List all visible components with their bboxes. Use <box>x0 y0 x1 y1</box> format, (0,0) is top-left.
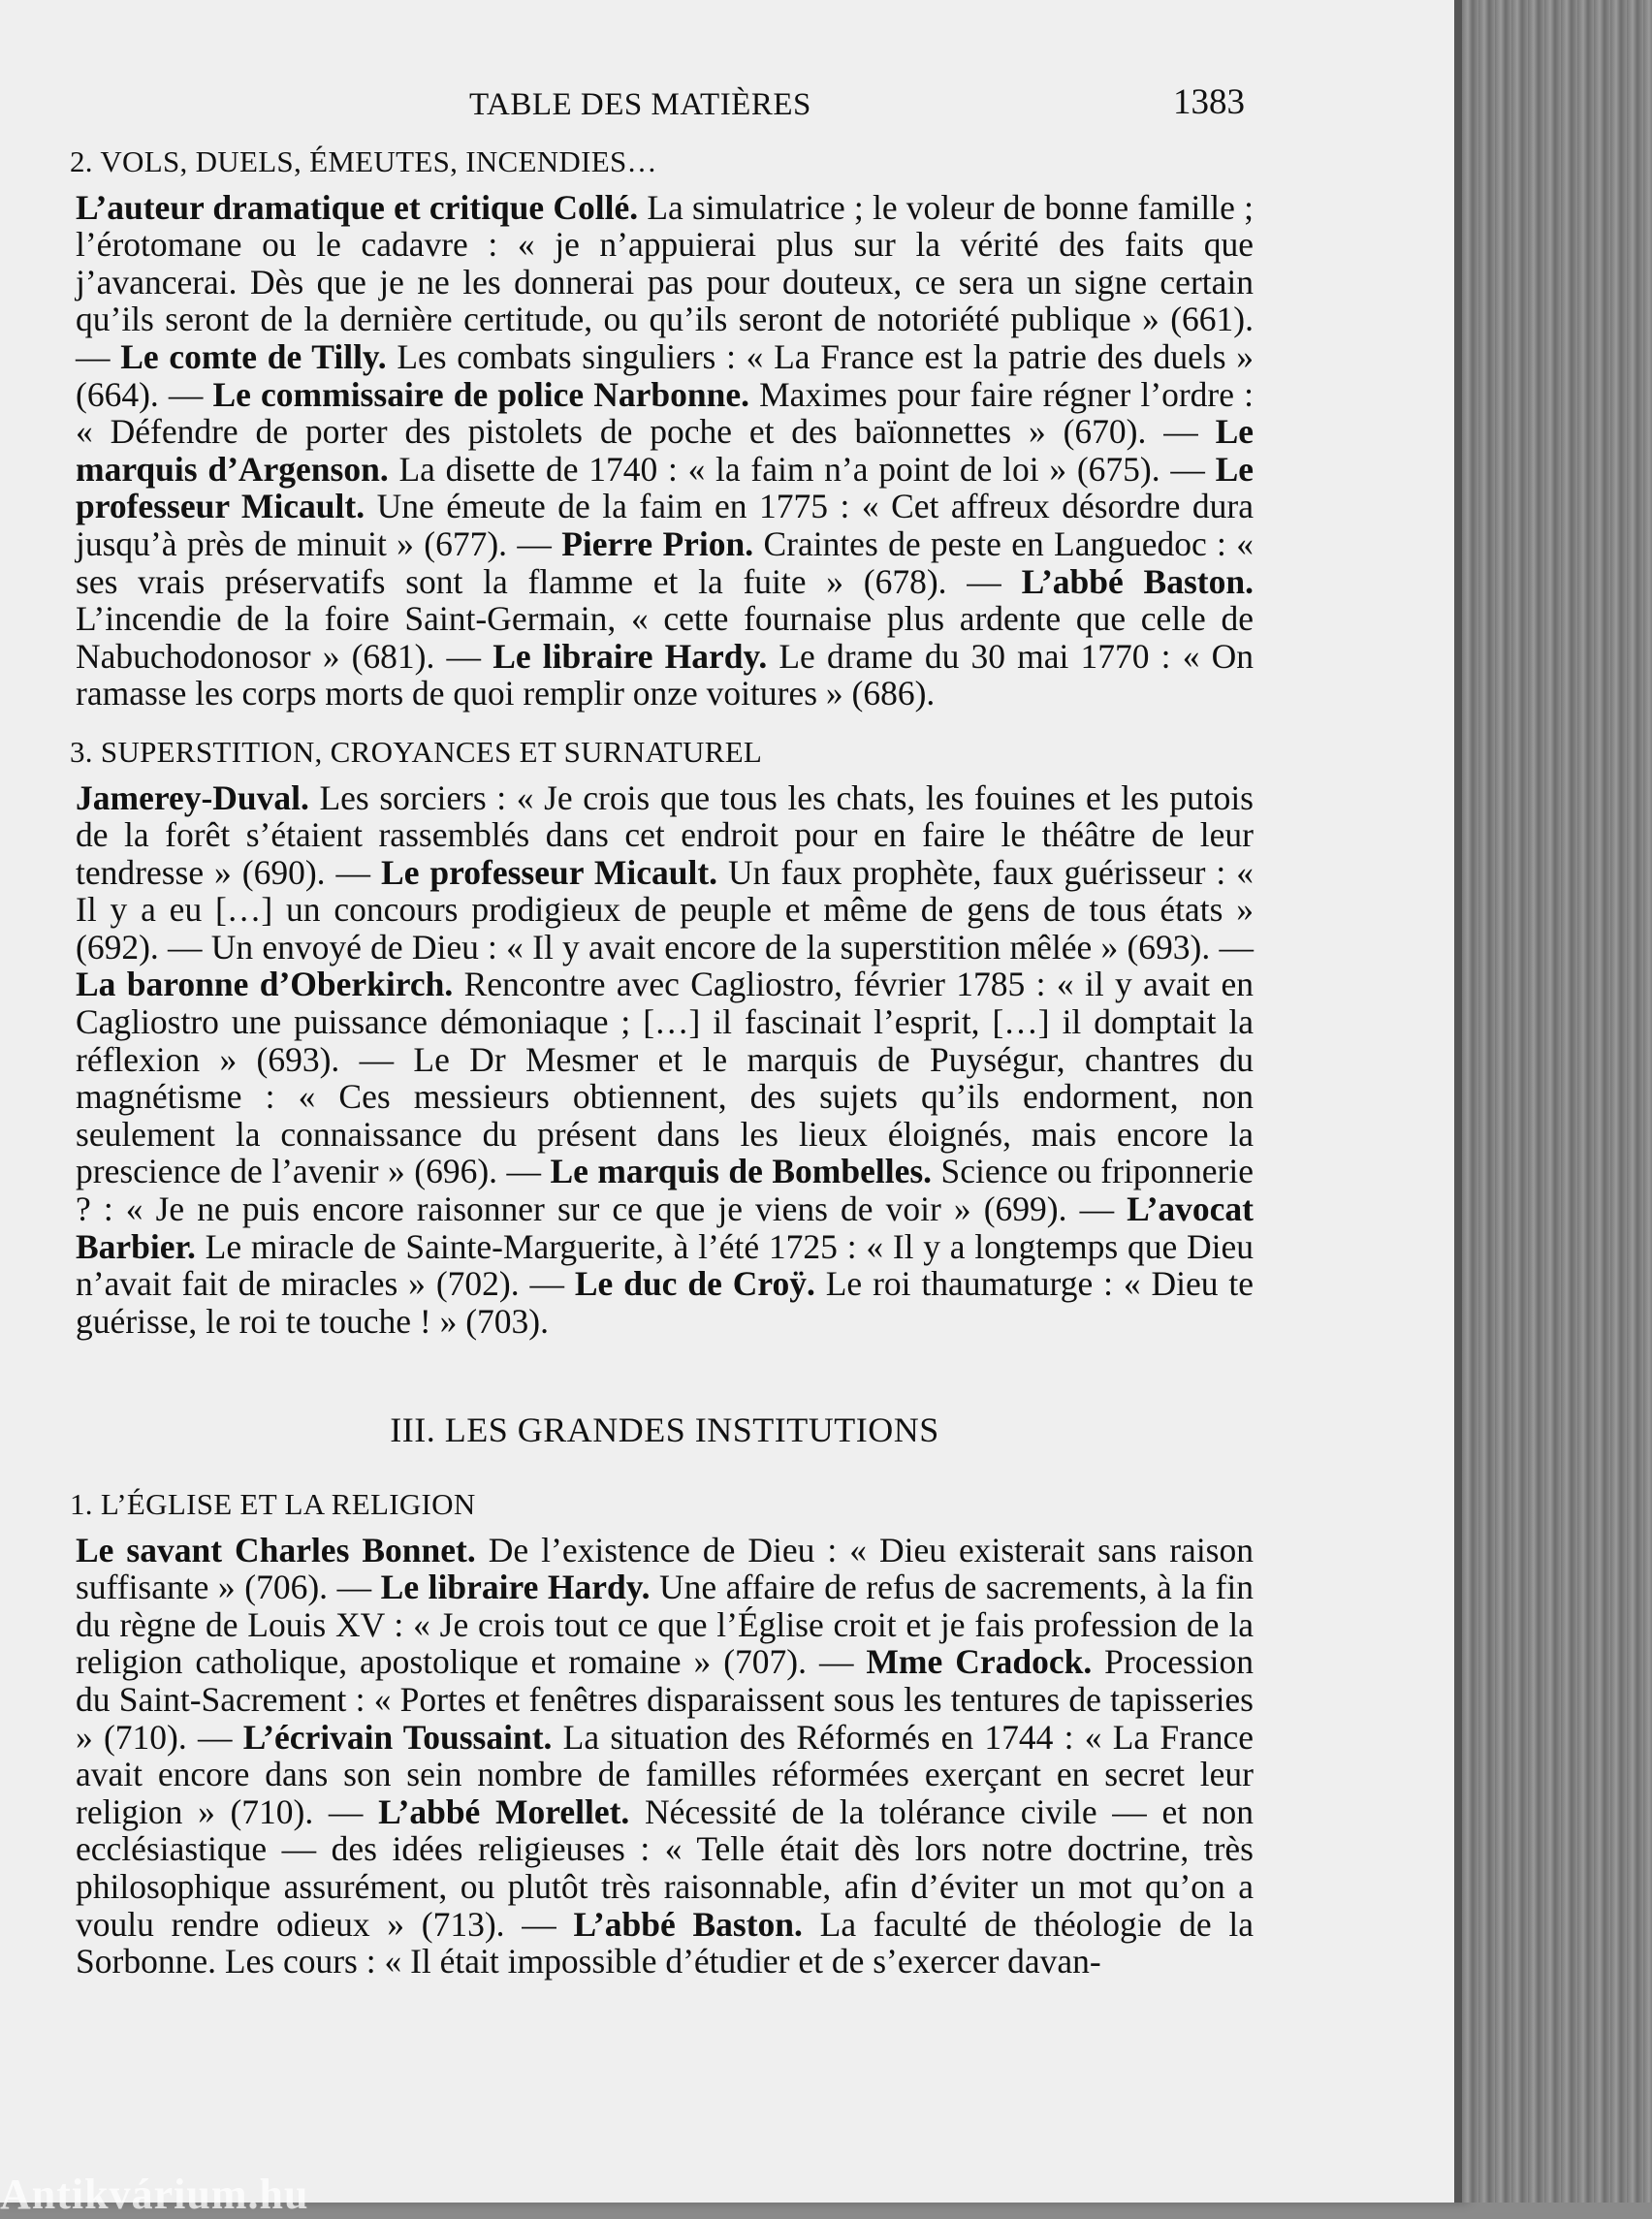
entry-text: La faculté de théologie de la Sorbonne. Les cours : « Il était impossible d’étudier et de s’exercer davan- <box>76 1904 1254 1981</box>
entry-text: Le miracle de Sainte-Marguerite, à l’été 1725 : « Il y a longtemps que Dieu n’avait fait de miracles » (702). — <box>76 1226 1254 1304</box>
entry-text: Maximes pour faire régner l’ordre : « Défendre de porter des pistolets de poche et des baïonnettes » (670). — <box>76 374 1254 452</box>
entry-text: Rencontre avec Cagliostro, février 1785 : « il y avait en Cagliostro une puissance démoniaque ; […] il fascinait l’esprit, […] il domptait la réflexion » (693). — Le Dr Mesmer et le marquis de Puységur, chantres du magnétisme : « Ces messieurs obtiennent, des sujets qu’ils endorment, non seulement la connaissance du présent dans les lieux éloignés, mais encore la prescience de l’avenir » (696). — <box>76 965 1254 1191</box>
section-title: 1. L’ÉGLISE ET LA RELIGION <box>70 1487 476 1521</box>
entry-text: Un faux prophète, faux guérisseur : « Il y a eu […] un concours prodigieux de peuple et même de gens de tous états » (692). — Un envoyé de Dieu : « Il y avait encore de la superstition mêlée » (693). — <box>76 852 1255 967</box>
page-stack-edge <box>1462 0 1652 2203</box>
page-header <box>81 81 1245 130</box>
entry-text: La simulatrice ; le voleur de bonne famille ; l’érotomane ou le cadavre : « je n’appuierai plus sur la vérité des faits que j’avancerai. Dès que je ne les donnerai pas pour douteux, ce sera un signe certain qu’ils seront de la dernière certitude, ou qu’ils seront de notoriété publique » (661). — <box>76 187 1254 376</box>
entry-text: Une affaire de refus de sacrements, à la fin du règne de Louis XV : « Je crois tout ce que l’Église croit et je fais profession de la religion catholique, apostolique et romaine » (707). — <box>76 1568 1254 1682</box>
author-name: L’avocat Barbier. <box>76 1189 1254 1266</box>
section-paragraph <box>76 189 1254 713</box>
running-title: TABLE DES MATIÈRES <box>469 87 811 122</box>
author-name: Le libraire Hardy. <box>380 1568 651 1607</box>
author-name: Jamerey-Duval. <box>76 777 309 817</box>
author-name: Le duc de Croÿ. <box>574 1264 815 1304</box>
entry-text: Les sorciers : « Je crois que tous les chats, les fouines et les putois de la forêt s’étaient rassemblés dans cet endroit pour en faire le théâtre de leur tendresse » (690). — <box>76 777 1254 892</box>
entry-text: De l’existence de Dieu : « Dieu existerait sans raison suffisante » (706). — <box>76 1530 1254 1607</box>
entry-text: Le drame du 30 mai 1770 : « On ramasse les corps morts de quoi remplir onze voitures » (686). <box>76 636 1255 713</box>
author-name: Le comte de Tilly. <box>120 336 387 376</box>
page-content <box>70 143 1255 2002</box>
entry-text: Procession du Saint-Sacrement : « Portes et fenêtres disparaissent sous les tentures de tapisseries » (710). — <box>76 1642 1254 1757</box>
author-name: Le commissaire de police Narbonne. <box>212 374 749 414</box>
author-name: L’abbé Baston. <box>573 1904 803 1944</box>
author-name: Le professeur Micault. <box>381 852 718 892</box>
entry-text: Nécessité de la tolérance civile — et non ecclésiastique — des idées religieuses : « Telle était dès lors notre doctrine, très philosophique assurément, ou plutôt très raisonnable, afin d’éviter un mot qu’on a voulu rendre odieux » (713). — <box>76 1791 1254 1944</box>
author-name: Mme Cradock. <box>866 1642 1093 1682</box>
author-name: Le professeur Micault. <box>76 449 1254 526</box>
entry-text: La disette de 1740 : « la faim n’a point de loi » (675). — <box>388 449 1216 489</box>
author-name: La baronne d’Oberkirch. <box>76 965 454 1004</box>
author-name: L’auteur dramatique et critique Collé. <box>76 187 639 227</box>
entry-text: La situation des Réformés en 1744 : « La France avait encore dans son sein nombre de familles réformées exerçant en secret leur religion » (710). — <box>76 1717 1254 1831</box>
section-paragraph <box>76 779 1254 1341</box>
entry-text: L’incendie de la foire Saint-Germain, « cette fournaise plus ardente que celle de Nabuchodonosor » (681). — <box>76 599 1254 676</box>
author-name: Pierre Prion. <box>561 523 754 563</box>
entry-text: Science ou friponnerie ? : « Je ne puis encore raisonner sur ce que je viens de voir » (699). — <box>76 1152 1254 1229</box>
part-title: III. LES GRANDES INSTITUTIONS <box>390 1411 939 1450</box>
author-name: L’abbé Morellet. <box>378 1791 630 1831</box>
entry-text: Le roi thaumaturge : « Dieu te guérisse, le roi te touche ! » (703). <box>76 1264 1254 1341</box>
author-name: Le marquis de Bombelles. <box>550 1152 933 1191</box>
entry-text: Une émeute de la faim en 1775 : « Cet affreux désordre dura jusqu’à près de minuit » (677). — <box>76 487 1254 563</box>
author-name: Le marquis d’Argenson. <box>76 412 1254 489</box>
section-paragraph <box>76 1532 1254 1981</box>
author-name: Le savant Charles Bonnet. <box>76 1530 476 1569</box>
author-name: L’écrivain Toussaint. <box>242 1717 553 1757</box>
entry-text: Les combats singuliers : « La France est la patrie des duels » (664). — <box>76 336 1255 414</box>
page-number: 1383 <box>1173 82 1245 122</box>
author-name: L’abbé Baston. <box>1021 561 1254 601</box>
section-title: 3. SUPERSTITION, CROYANCES ET SURNATUREL <box>70 734 763 769</box>
entry-text: Craintes de peste en Languedoc : « ses vrais préservatifs sont la flamme et la fuite » (678). — <box>76 523 1254 601</box>
author-name: Le libraire Hardy. <box>492 636 768 676</box>
section-title: 2. VOLS, DUELS, ÉMEUTES, INCENDIES… <box>70 144 657 178</box>
watermark: Antikvárium.hu <box>0 2171 309 2218</box>
